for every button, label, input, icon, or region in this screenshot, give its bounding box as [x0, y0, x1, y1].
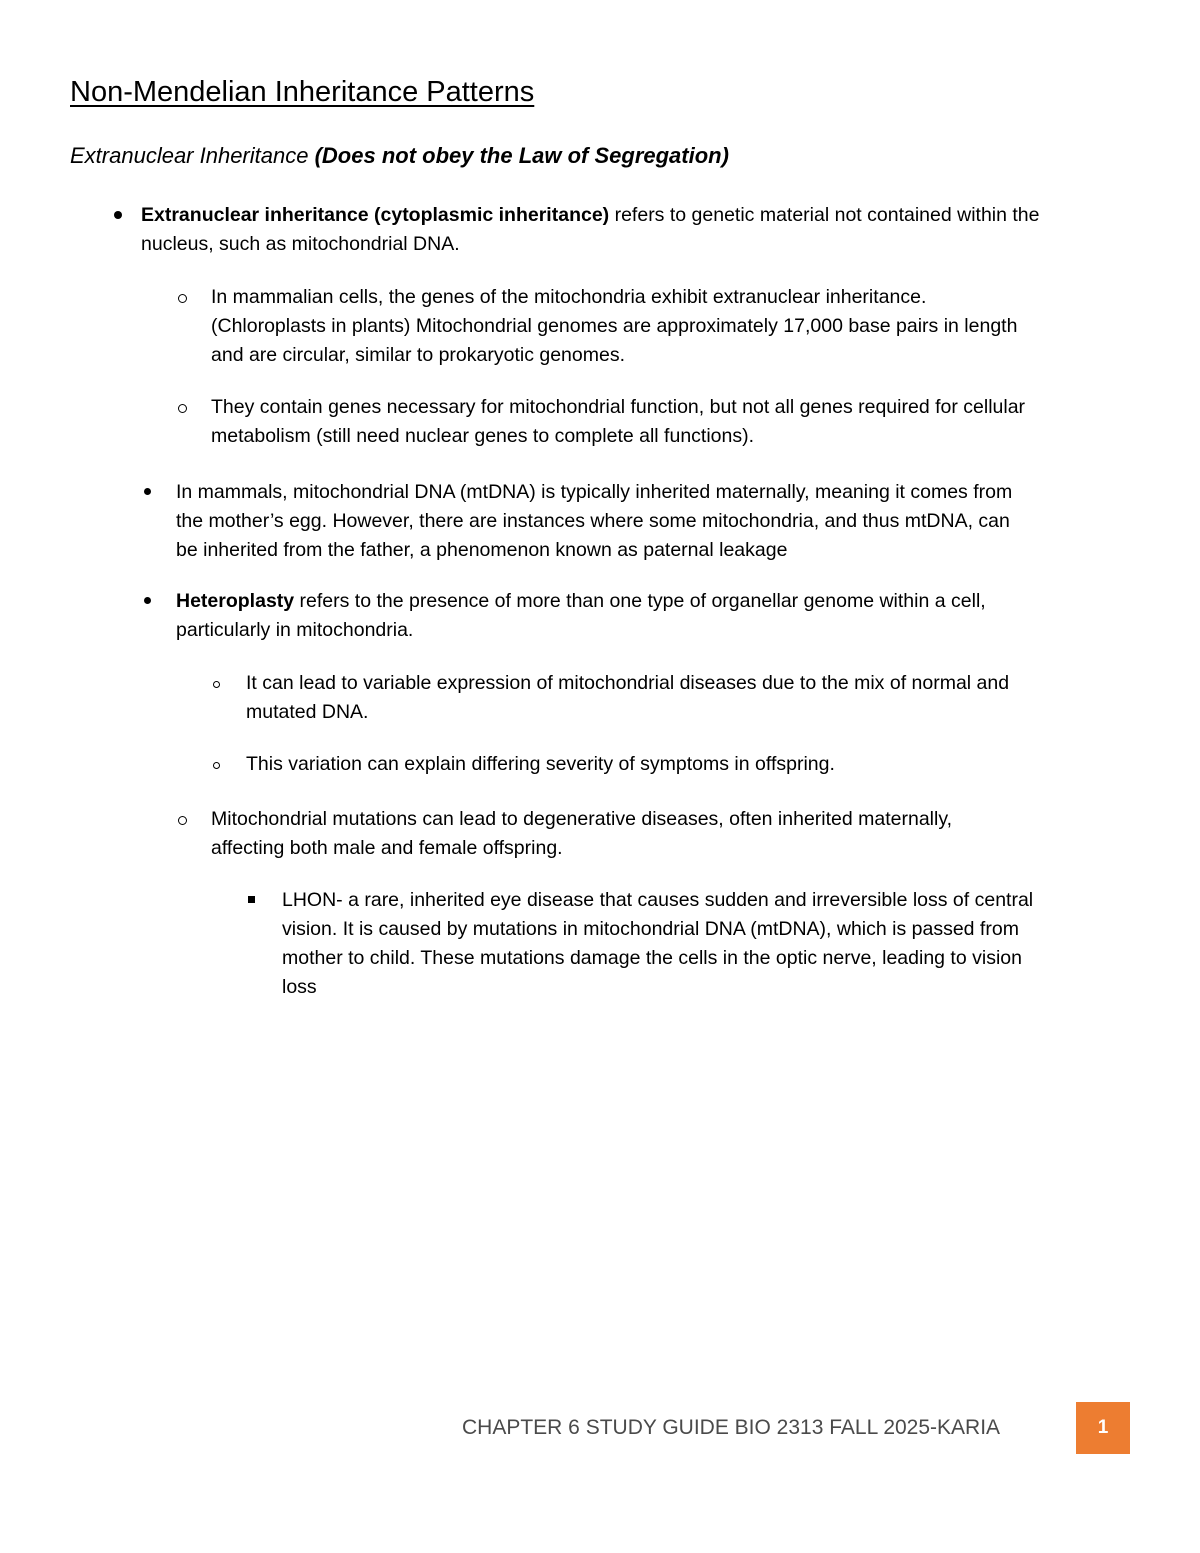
list-item-text: mother to child. These mutations damage the cells in the optic nerve, leading to vision [282, 947, 1022, 969]
circle-bullet-icon [178, 816, 187, 825]
list-item-text: In mammalian cells, the genes of the mitochondria exhibit extranuclear inheritance. [211, 286, 927, 308]
list-item-text: be inherited from the father, a phenomenon known as paternal leakage [176, 539, 788, 561]
circle-bullet-icon [213, 762, 220, 769]
footer-header-text: CHAPTER 6 STUDY GUIDE BIO 2313 FALL 2025-KARIA [462, 1416, 1001, 1439]
term-heteroplasty: Heteroplasty [176, 590, 295, 612]
list-item-text: metabolism (still need nuclear genes to complete all functions). [211, 425, 755, 447]
circle-bullet-icon [213, 681, 220, 688]
list-item-mtdna [176, 478, 1012, 565]
list-item-text: LHON- a rare, inherited eye disease that causes sudden and irreversible loss of central [282, 889, 1034, 911]
list-item-text: particularly in mitochondria. [176, 619, 414, 641]
list-item-text: (Chloroplasts in plants) Mitochondrial genomes are approximately 17,000 base pairs in length [211, 315, 1018, 337]
list-item-heteroplasty [176, 587, 986, 645]
section-heading [70, 143, 729, 169]
list-item-severity [246, 750, 835, 779]
circle-bullet-icon [178, 294, 187, 303]
list-item-text: and are circular, similar to prokaryotic genomes. [211, 344, 626, 366]
list-item-lhon [282, 886, 1033, 1002]
list-item-text: This variation can explain differing severity of symptoms in offspring. [246, 753, 835, 775]
list-item-mutations [211, 805, 952, 863]
section-heading-note: (Does not obey the Law of Segregation) [314, 143, 729, 168]
page-number-badge: 1 [1076, 1402, 1130, 1454]
list-item-text: affecting both male and female offspring. [211, 837, 563, 859]
list-item-text: mutated DNA. [246, 701, 369, 723]
list-item-variable-expression [246, 669, 1009, 727]
list-item-mammalian-cells [211, 283, 1017, 370]
list-item-genes-function [211, 393, 1025, 451]
term-extranuclear: Extranuclear inheritance (cytoplasmic inheritance) [141, 204, 610, 226]
list-item-text: loss [282, 976, 317, 998]
list-item-text: In mammals, mitochondrial DNA (mtDNA) is typically inherited maternally, meaning it comes from [176, 481, 1013, 503]
list-item-text: vision. It is caused by mutations in mitochondrial DNA (mtDNA), which is passed from [282, 918, 1019, 940]
list-item-text: They contain genes necessary for mitochondrial function, but not all genes required for cellular [211, 396, 1026, 418]
circle-bullet-icon [178, 404, 187, 413]
list-item-text: nucleus, such as mitochondrial DNA. [141, 233, 460, 255]
list-item-text: the mother’s egg. However, there are instances where some mitochondria, and thus mtDNA, can [176, 510, 1010, 532]
bullet-icon [144, 488, 151, 495]
list-item-extranuclear [141, 201, 1040, 259]
square-bullet-icon [248, 896, 255, 903]
list-item-text: It can lead to variable expression of mitochondrial diseases due to the mix of normal and [246, 672, 1010, 694]
bullet-icon [144, 597, 151, 604]
bullet-icon [114, 211, 122, 219]
list-item-text: refers to genetic material not contained within the [609, 204, 1040, 226]
page-title: Non-Mendelian Inheritance Patterns [70, 76, 535, 108]
section-heading-main: Extranuclear Inheritance [70, 143, 315, 168]
list-item-text: Mitochondrial mutations can lead to degenerative diseases, often inherited maternally, [211, 808, 953, 830]
list-item-text: refers to the presence of more than one type of organellar genome within a cell, [294, 590, 986, 612]
